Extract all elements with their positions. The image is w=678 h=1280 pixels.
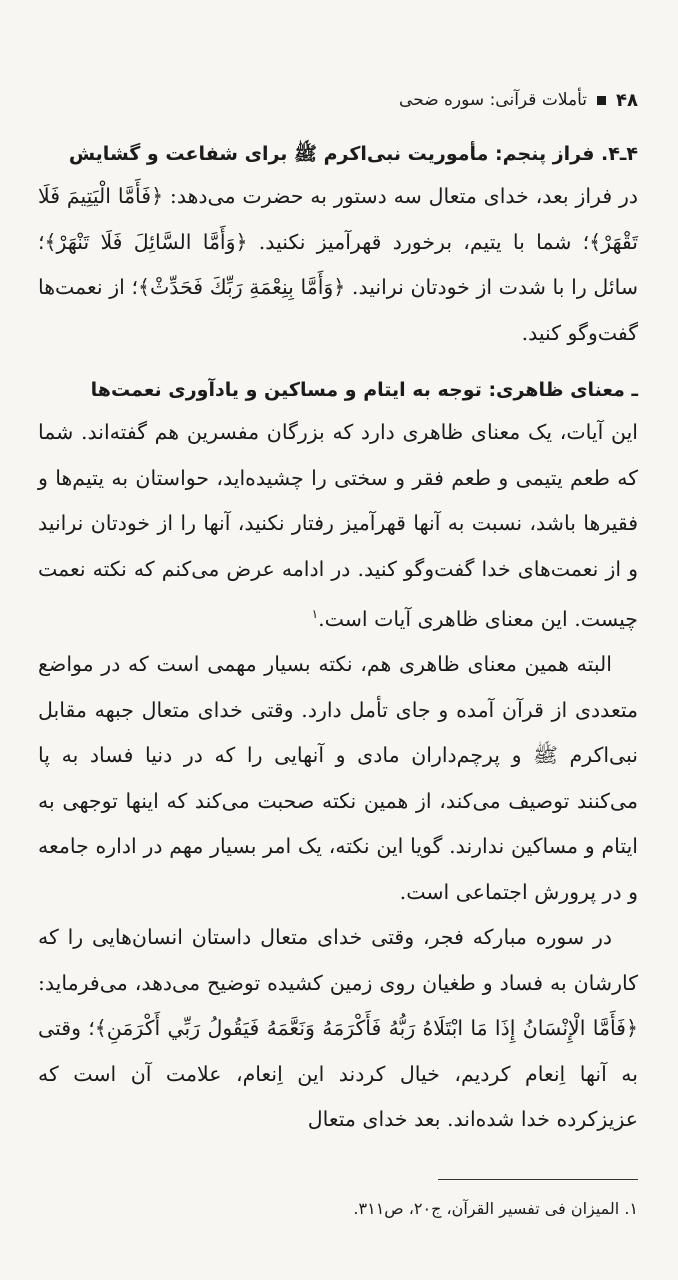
section-2-paragraph-1 [38,410,638,642]
section-1-paragraph: در فراز بعد، خدای متعال سه دستور به حضرت می‌دهد: ﴿فَأَمَّا الْيَتِيمَ فَلَا تَقْهَرْ﴾؛ شما با یتیم، برخورد قهرآمیز نکنید. ﴿وَأَمَّا السَّائِلَ فَلَا تَنْهَرْ﴾؛ سائل را با شدت از خودتان نرانید. ﴿وَأَمَّا بِنِعْمَةِ رَبِّكَ فَحَدِّثْ﴾؛ از نعمت‌ها گفت‌وگو کنید. [38,184,638,345]
section-title-1: ۴ـ۴. فراز پنجم: مأموریت نبی‌اکرم ﷺ برای شفاعت و گشایش [68,143,638,165]
page-body [38,134,638,1143]
footnote-divider [438,1179,638,1180]
section-title-2: ـ معنای ظاهری: توجه به ایتام و مساکین و یادآوری نعمت‌ها [90,379,638,401]
page-header [38,80,638,120]
section-2-paragraph-3: در سوره مبارکه فجر، وقتی خدای متعال داستان انسان‌هایی را که کارشان به فساد و طغیان روی زمین کشیده توضیح می‌دهد، می‌فرماید: ﴿فَأَمَّا الْإِنْسَانُ إِذَا مَا ابْتَلَاهُ رَبُّهُ فَأَكْرَمَهُ وَنَعَّمَهُ فَيَقُولُ رَبِّي أَكْرَمَنِ﴾؛ وقتی به آنها اِنعام کردیم، خیال کردند این اِنعام، علامت آن است که عزیزکرده خدا شده‌اند. بعد خدای متعال [38,925,638,1132]
section-2-paragraph-1-text: این آیات، یک معنای ظاهری دارد که بزرگان مفسرین هم گفته‌اند. شما که طعم یتیمی و طعم فقر و سختی را چشیده‌اید، حواستان به یتیم‌ها و فقیرها باشد، نسبت به آنها قهرآمیز رفتار نکنید، آنها را از خودتان نرانید و از نعمت‌های خدا گفت‌وگو کنید. در ادامه عرض می‌کنم که نکته نعمت چیست. این معنای ظاهری آیات است. [38,420,638,631]
running-title: تأملات قرآنی: سوره ضحی [399,90,588,110]
square-bullet-icon [597,96,606,105]
footnote-marker: ۱ [311,607,319,621]
section-2-paragraph-2: البته همین معنای ظاهری هم، نکته بسیار مهمی است که در مواضع متعددی از قرآن آمده و جای تأمل دارد. وقتی خدای متعال جبهه مقابل نبی‌اکرم ﷺ و پرچم‌داران مادی و آنهایی را که در دنیا فساد به پا می‌کنند توصیف می‌کند، از همین نکته صحبت می‌کند که اینها توجهی به ایتام و مساکین ندارند. گویا این نکته، یک امر بسیار مهم در اداره جامعه و در پرورش اجتماعی است. [38,652,638,904]
footnote: ۱. المیزان فی تفسیر القرآن، ج۲۰، ص۳۱۱. [353,1198,638,1218]
page-number: ۴۸ [616,89,638,111]
